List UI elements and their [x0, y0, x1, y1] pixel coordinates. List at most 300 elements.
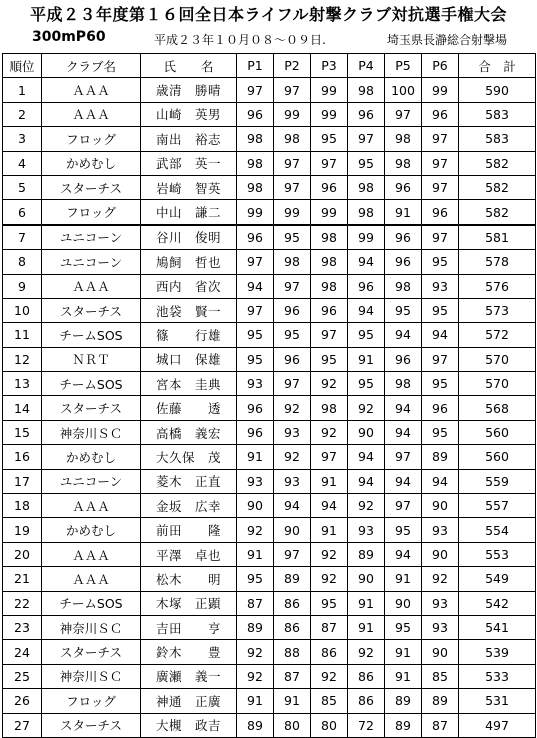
cell-p6: 93 [422, 518, 459, 542]
cell-p3: 92 [311, 420, 348, 444]
cell-p3: 92 [311, 567, 348, 591]
cell-p5: 95 [385, 615, 422, 639]
cell-p4: 94 [348, 469, 385, 493]
cell-p4: 72 [348, 713, 385, 737]
cell-p2: 99 [274, 102, 311, 126]
cell-p1: 98 [237, 151, 274, 175]
cell-p5: 91 [385, 664, 422, 688]
cell-club: かめむし [42, 445, 141, 469]
cell-total: 560 [459, 420, 536, 444]
cell-p2: 88 [274, 640, 311, 664]
cell-p3: 97 [311, 151, 348, 175]
cell-p2: 97 [274, 151, 311, 175]
table-row [3, 250, 536, 274]
cell-p6: 96 [422, 102, 459, 126]
cell-name: 大久保 茂 [141, 445, 237, 469]
table-row [3, 347, 536, 371]
cell-p5: 95 [385, 518, 422, 542]
cell-p4: 92 [348, 494, 385, 518]
event-code: 300mP60 [32, 29, 106, 45]
cell-p5: 96 [385, 225, 422, 250]
cell-p2: 80 [274, 713, 311, 737]
cell-p4: 86 [348, 664, 385, 688]
cell-club: フロッグ [42, 200, 141, 225]
cell-rank: 8 [3, 250, 42, 274]
cell-club: かめむし [42, 518, 141, 542]
results-table [2, 53, 536, 738]
cell-p5: 97 [385, 102, 422, 126]
cell-name: 大槻 政吉 [141, 713, 237, 737]
cell-rank: 20 [3, 542, 42, 566]
cell-rank: 14 [3, 396, 42, 420]
cell-p2: 93 [274, 420, 311, 444]
cell-p6: 97 [422, 127, 459, 151]
cell-p3: 98 [311, 396, 348, 420]
cell-total: 583 [459, 127, 536, 151]
cell-p6: 94 [422, 323, 459, 347]
header-row [3, 54, 536, 78]
table-row [3, 372, 536, 396]
cell-rank: 10 [3, 298, 42, 322]
table-row [3, 591, 536, 615]
cell-name: 歳清 勝晴 [141, 78, 237, 102]
cell-p5: 100 [385, 78, 422, 102]
event-date: 平成２３年１０月０８～０９日. [154, 33, 326, 47]
col-header-total: 合 計 [459, 54, 536, 78]
cell-p3: 96 [311, 175, 348, 199]
col-header-rank: 順位 [3, 54, 42, 78]
col-header-p1: P1 [237, 54, 274, 78]
cell-p1: 89 [237, 713, 274, 737]
cell-total: 533 [459, 664, 536, 688]
cell-p2: 94 [274, 494, 311, 518]
cell-p2: 92 [274, 445, 311, 469]
cell-p4: 91 [348, 615, 385, 639]
cell-name: 武部 英一 [141, 151, 237, 175]
table-row [3, 640, 536, 664]
cell-p3: 99 [311, 102, 348, 126]
cell-total: 497 [459, 713, 536, 737]
cell-p4: 94 [348, 250, 385, 274]
cell-p2: 90 [274, 518, 311, 542]
cell-p4: 90 [348, 567, 385, 591]
cell-rank: 3 [3, 127, 42, 151]
cell-p6: 97 [422, 225, 459, 250]
cell-total: 581 [459, 225, 536, 250]
cell-p6: 92 [422, 567, 459, 591]
table-row [3, 469, 536, 493]
cell-p2: 96 [274, 298, 311, 322]
cell-p1: 96 [237, 420, 274, 444]
cell-p3: 98 [311, 225, 348, 250]
cell-p2: 97 [274, 175, 311, 199]
cell-p5: 94 [385, 323, 422, 347]
table-row [3, 396, 536, 420]
cell-p4: 86 [348, 689, 385, 713]
cell-p5: 98 [385, 372, 422, 396]
cell-p3: 94 [311, 494, 348, 518]
table-row [3, 151, 536, 175]
cell-club: ＡＡＡ [42, 567, 141, 591]
cell-p3: 99 [311, 200, 348, 225]
cell-p3: 80 [311, 713, 348, 737]
cell-club: ＡＡＡ [42, 274, 141, 298]
cell-name: 佐藤 透 [141, 396, 237, 420]
cell-p3: 87 [311, 615, 348, 639]
cell-p1: 97 [237, 78, 274, 102]
col-header-p3: P3 [311, 54, 348, 78]
cell-p6: 89 [422, 445, 459, 469]
table-row [3, 102, 536, 126]
cell-p5: 91 [385, 567, 422, 591]
table-row [3, 445, 536, 469]
cell-p4: 96 [348, 274, 385, 298]
cell-p4: 94 [348, 298, 385, 322]
cell-rank: 24 [3, 640, 42, 664]
cell-p1: 97 [237, 298, 274, 322]
cell-name: 山崎 英男 [141, 102, 237, 126]
cell-name: 前田 隆 [141, 518, 237, 542]
cell-p1: 91 [237, 445, 274, 469]
cell-p6: 95 [422, 250, 459, 274]
cell-p1: 98 [237, 127, 274, 151]
cell-p6: 93 [422, 615, 459, 639]
cell-p2: 89 [274, 567, 311, 591]
table-row [3, 494, 536, 518]
cell-total: 573 [459, 298, 536, 322]
cell-p6: 85 [422, 664, 459, 688]
cell-p2: 97 [274, 274, 311, 298]
cell-p4: 99 [348, 225, 385, 250]
cell-p2: 95 [274, 225, 311, 250]
cell-p6: 89 [422, 689, 459, 713]
cell-p2: 91 [274, 689, 311, 713]
cell-club: スターチス [42, 298, 141, 322]
cell-name: 鳩飼 哲也 [141, 250, 237, 274]
cell-p3: 92 [311, 664, 348, 688]
cell-p1: 93 [237, 469, 274, 493]
cell-p5: 98 [385, 127, 422, 151]
cell-total: 560 [459, 445, 536, 469]
cell-club: フロッグ [42, 689, 141, 713]
cell-p6: 95 [422, 298, 459, 322]
cell-total: 539 [459, 640, 536, 664]
cell-p5: 96 [385, 175, 422, 199]
cell-total: 554 [459, 518, 536, 542]
cell-total: 568 [459, 396, 536, 420]
cell-club: ＡＡＡ [42, 494, 141, 518]
cell-p3: 91 [311, 469, 348, 493]
cell-rank: 27 [3, 713, 42, 737]
cell-rank: 18 [3, 494, 42, 518]
cell-p6: 90 [422, 640, 459, 664]
cell-p1: 90 [237, 494, 274, 518]
results-body [3, 78, 536, 738]
cell-p5: 90 [385, 591, 422, 615]
cell-total: 559 [459, 469, 536, 493]
cell-p2: 98 [274, 250, 311, 274]
cell-p4: 97 [348, 127, 385, 151]
cell-name: 谷川 俊明 [141, 225, 237, 250]
cell-p3: 95 [311, 347, 348, 371]
cell-name: 篠 行雄 [141, 323, 237, 347]
cell-total: 582 [459, 200, 536, 225]
cell-rank: 5 [3, 175, 42, 199]
cell-total: 582 [459, 175, 536, 199]
cell-p1: 99 [237, 200, 274, 225]
cell-rank: 19 [3, 518, 42, 542]
cell-p4: 91 [348, 347, 385, 371]
cell-name: 吉田 亨 [141, 615, 237, 639]
cell-p5: 94 [385, 542, 422, 566]
cell-p2: 97 [274, 78, 311, 102]
cell-p5: 91 [385, 200, 422, 225]
cell-club: チームSOS [42, 323, 141, 347]
cell-p3: 95 [311, 591, 348, 615]
cell-name: 松木 明 [141, 567, 237, 591]
cell-p1: 87 [237, 591, 274, 615]
cell-p5: 95 [385, 298, 422, 322]
table-row [3, 175, 536, 199]
cell-p1: 96 [237, 396, 274, 420]
cell-rank: 26 [3, 689, 42, 713]
cell-p6: 94 [422, 469, 459, 493]
cell-p5: 98 [385, 274, 422, 298]
cell-club: ＡＡＡ [42, 102, 141, 126]
cell-p3: 92 [311, 372, 348, 396]
table-row [3, 542, 536, 566]
cell-p6: 90 [422, 494, 459, 518]
cell-rank: 25 [3, 664, 42, 688]
cell-club: 神奈川ＳＣ [42, 420, 141, 444]
cell-name: 菱木 正直 [141, 469, 237, 493]
cell-name: 廣瀬 義一 [141, 664, 237, 688]
cell-total: 576 [459, 274, 536, 298]
cell-p6: 93 [422, 591, 459, 615]
cell-p3: 85 [311, 689, 348, 713]
cell-rank: 22 [3, 591, 42, 615]
cell-club: ＮＲＴ [42, 347, 141, 371]
col-header-club: クラブ名 [42, 54, 141, 78]
cell-p2: 87 [274, 664, 311, 688]
cell-p4: 92 [348, 396, 385, 420]
cell-p1: 95 [237, 567, 274, 591]
cell-name: 池袋 賢一 [141, 298, 237, 322]
cell-p3: 98 [311, 250, 348, 274]
cell-p1: 91 [237, 542, 274, 566]
cell-p6: 97 [422, 175, 459, 199]
cell-rank: 11 [3, 323, 42, 347]
cell-p1: 96 [237, 102, 274, 126]
cell-p1: 96 [237, 225, 274, 250]
table-row [3, 200, 536, 225]
cell-p1: 93 [237, 372, 274, 396]
cell-p3: 91 [311, 518, 348, 542]
cell-p5: 91 [385, 640, 422, 664]
event-venue: 埼玉県長瀞総合射撃場 [387, 33, 508, 47]
cell-p2: 86 [274, 591, 311, 615]
cell-rank: 9 [3, 274, 42, 298]
cell-p5: 96 [385, 347, 422, 371]
cell-p3: 98 [311, 274, 348, 298]
table-row [3, 518, 536, 542]
cell-p2: 97 [274, 542, 311, 566]
cell-p2: 93 [274, 469, 311, 493]
cell-name: 木塚 正顕 [141, 591, 237, 615]
table-row [3, 225, 536, 250]
cell-p4: 92 [348, 640, 385, 664]
cell-p3: 86 [311, 640, 348, 664]
cell-p1: 94 [237, 274, 274, 298]
cell-total: 578 [459, 250, 536, 274]
cell-total: 557 [459, 494, 536, 518]
cell-rank: 7 [3, 225, 42, 250]
cell-p3: 95 [311, 127, 348, 151]
cell-rank: 16 [3, 445, 42, 469]
cell-name: 高橋 義宏 [141, 420, 237, 444]
cell-total: 583 [459, 102, 536, 126]
cell-name: 城口 保雄 [141, 347, 237, 371]
cell-club: ユニコーン [42, 225, 141, 250]
cell-p6: 95 [422, 420, 459, 444]
col-header-p5: P5 [385, 54, 422, 78]
cell-p4: 91 [348, 591, 385, 615]
col-header-name: 氏 名 [141, 54, 237, 78]
cell-p5: 94 [385, 469, 422, 493]
cell-name: 神通 正廣 [141, 689, 237, 713]
cell-p3: 96 [311, 298, 348, 322]
cell-rank: 23 [3, 615, 42, 639]
cell-p2: 92 [274, 396, 311, 420]
cell-p1: 95 [237, 347, 274, 371]
cell-p5: 94 [385, 420, 422, 444]
cell-rank: 21 [3, 567, 42, 591]
cell-total: 570 [459, 347, 536, 371]
cell-total: 572 [459, 323, 536, 347]
cell-p4: 95 [348, 372, 385, 396]
cell-p5: 94 [385, 396, 422, 420]
cell-p1: 92 [237, 518, 274, 542]
cell-rank: 2 [3, 102, 42, 126]
cell-rank: 1 [3, 78, 42, 102]
cell-club: スターチス [42, 640, 141, 664]
cell-club: フロッグ [42, 127, 141, 151]
table-row [3, 615, 536, 639]
table-row [3, 323, 536, 347]
cell-p3: 92 [311, 542, 348, 566]
cell-p5: 97 [385, 494, 422, 518]
cell-p4: 95 [348, 323, 385, 347]
cell-p5: 89 [385, 713, 422, 737]
cell-name: 平澤 卓也 [141, 542, 237, 566]
table-row [3, 274, 536, 298]
cell-p6: 96 [422, 200, 459, 225]
cell-p1: 92 [237, 640, 274, 664]
cell-p3: 99 [311, 78, 348, 102]
cell-club: 神奈川ＳＣ [42, 615, 141, 639]
cell-club: スターチス [42, 396, 141, 420]
cell-name: 西内 省次 [141, 274, 237, 298]
cell-p2: 97 [274, 372, 311, 396]
col-header-p6: P6 [422, 54, 459, 78]
cell-p2: 98 [274, 127, 311, 151]
cell-p4: 90 [348, 420, 385, 444]
table-row [3, 664, 536, 688]
cell-total: 570 [459, 372, 536, 396]
cell-p2: 99 [274, 200, 311, 225]
cell-p4: 94 [348, 445, 385, 469]
cell-club: かめむし [42, 151, 141, 175]
table-row [3, 78, 536, 102]
cell-club: スターチス [42, 713, 141, 737]
cell-total: 553 [459, 542, 536, 566]
cell-p4: 98 [348, 200, 385, 225]
cell-rank: 6 [3, 200, 42, 225]
cell-p1: 89 [237, 615, 274, 639]
cell-p3: 97 [311, 445, 348, 469]
cell-club: ユニコーン [42, 250, 141, 274]
cell-p2: 96 [274, 347, 311, 371]
table-row [3, 689, 536, 713]
cell-p6: 87 [422, 713, 459, 737]
cell-p6: 97 [422, 347, 459, 371]
cell-name: 鈴木 豊 [141, 640, 237, 664]
cell-p5: 98 [385, 151, 422, 175]
table-row [3, 127, 536, 151]
cell-club: 神奈川ＳＣ [42, 664, 141, 688]
cell-p1: 95 [237, 323, 274, 347]
cell-name: 中山 謙二 [141, 200, 237, 225]
cell-name: 岩崎 智英 [141, 175, 237, 199]
cell-p6: 97 [422, 151, 459, 175]
cell-p6: 90 [422, 542, 459, 566]
cell-p2: 95 [274, 323, 311, 347]
cell-p4: 89 [348, 542, 385, 566]
cell-p6: 96 [422, 396, 459, 420]
page-title: 平成２３年度第１６回全日本ライフル射撃クラブ対抗選手権大会 [30, 5, 507, 24]
cell-name: 南出 裕志 [141, 127, 237, 151]
cell-rank: 13 [3, 372, 42, 396]
table-row [3, 420, 536, 444]
cell-p1: 91 [237, 689, 274, 713]
table-row [3, 298, 536, 322]
col-header-p4: P4 [348, 54, 385, 78]
cell-total: 549 [459, 567, 536, 591]
cell-p5: 96 [385, 250, 422, 274]
cell-p4: 93 [348, 518, 385, 542]
cell-rank: 12 [3, 347, 42, 371]
cell-p4: 95 [348, 151, 385, 175]
cell-p4: 96 [348, 102, 385, 126]
cell-total: 590 [459, 78, 536, 102]
cell-name: 宮本 圭典 [141, 372, 237, 396]
cell-club: チームSOS [42, 372, 141, 396]
table-row [3, 713, 536, 737]
cell-p1: 92 [237, 664, 274, 688]
cell-total: 541 [459, 615, 536, 639]
cell-total: 542 [459, 591, 536, 615]
cell-name: 金坂 広幸 [141, 494, 237, 518]
table-row [3, 567, 536, 591]
cell-p1: 97 [237, 250, 274, 274]
cell-club: ＡＡＡ [42, 542, 141, 566]
cell-club: スターチス [42, 175, 141, 199]
cell-p2: 86 [274, 615, 311, 639]
cell-rank: 4 [3, 151, 42, 175]
cell-club: ＡＡＡ [42, 78, 141, 102]
cell-rank: 15 [3, 420, 42, 444]
col-header-p2: P2 [274, 54, 311, 78]
